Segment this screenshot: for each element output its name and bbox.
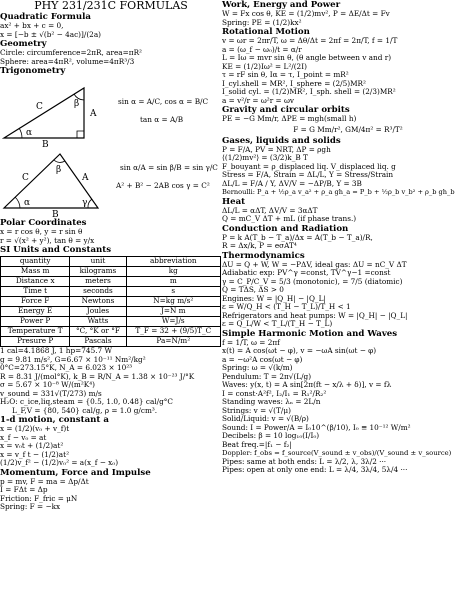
column-header: quantity [1, 257, 70, 267]
formula-line: r = √(x² + y²), tan θ = y/x [0, 236, 95, 245]
table-cell: m [126, 277, 220, 287]
section-quadratic [0, 12, 222, 39]
section-heading: Quadratic Formula [0, 12, 91, 22]
table-cell: Power P [1, 317, 70, 327]
constant-line: 1 cal=4.1868 J, 1 hp=745.7 W [0, 347, 112, 355]
table-cell: meters [70, 277, 126, 287]
constant-line: H₂O: c_ice,liq,steam = {0.5, 1.0, 0.48} cal/g°C [0, 398, 173, 406]
formula-line: Strings: v = √(T/μ) [222, 406, 291, 415]
section-heading: Simple Harmonic Motion and Waves [222, 328, 398, 339]
oblique-triangle-diagram [2, 148, 112, 218]
table-cell: Force F [1, 297, 70, 307]
side-label-b: B [52, 210, 59, 218]
table-cell: Pa=N/m² [126, 337, 220, 347]
right-column [222, 0, 474, 475]
formula-line: W = Fx cos θ, KE = (1/2)mv², P = ΔE/Δt = Fv [222, 10, 390, 18]
section-geometry [0, 39, 222, 66]
table-row [1, 277, 221, 287]
section-heading: Momentum, Force and Impulse [0, 467, 151, 478]
formula-line: Doppler: f_obs = f_source(V_sound ± v_obs)/(V_sound ± v_source) [222, 449, 452, 457]
formula-line: Bernoulli: P_a + ½ρ_a v_a² + ρ_a gh_a = P_b + ½ρ_b v_b² + ρ_b gh_b [222, 188, 455, 196]
oblique-triangle-figure [0, 148, 222, 218]
section-1d-motion [0, 415, 222, 468]
section-heat [222, 197, 474, 224]
formula-line: Engines: W = |Q_H| − |Q_L| [222, 294, 326, 303]
formula-line: Decibels: β = 10 log₁₀(I/I₀) [222, 432, 320, 440]
law-of-sines-eq: sin α/A = sin β/B = sin γ/C [120, 163, 218, 172]
section-trigonometry [0, 66, 222, 218]
law-of-cosines-eq: A² + B² − 2AB cos γ = C² [116, 181, 210, 190]
constant-line: σ = 5.67 × 10⁻⁸ W/(m²K⁴) [0, 381, 95, 389]
formula-line: ΔL/L = F/A / Y, ΔV/V = −ΔP/B, Y = 3B [222, 179, 362, 188]
formula-line: f = 1/T, ω = 2πf [222, 338, 280, 347]
formula-line: L = Iω = mvr sin θ, (θ angle between v and r) [222, 54, 392, 62]
table-cell: kg [126, 267, 220, 277]
table-row [1, 287, 221, 297]
angle-label-gamma: γ [82, 198, 88, 208]
formula-line: P = F/A, PV = NRT, ΔP = ρgh [222, 145, 331, 154]
formula-line: Sphere: area=4πR², volume=4πR³/3 [0, 57, 135, 66]
formula-line: x = (1/2)(v₀ + v_f)t [0, 425, 70, 433]
formula-line: KE = (1/2)Iω² = L²/(2I) [222, 62, 307, 71]
formula-line: Pendulum: T = 2π√(L/g) [222, 372, 312, 381]
formula-line: p = mv, F = ma = Δp/Δt [0, 477, 89, 486]
section-heading: Thermodynamics [222, 250, 305, 261]
table-cell: Mass m [1, 267, 70, 277]
formula-line: F = G Mm/r², GM/4π² = R³/T² [293, 124, 403, 134]
table-row [1, 297, 221, 307]
formula-line: Spring: PE = (1/2)kx² [222, 18, 302, 27]
section-heading: Trigonometry [0, 66, 66, 76]
section-momentum [0, 468, 222, 512]
formula-line: Friction: F_fric = μN [0, 494, 78, 503]
tan-ratio-eq: tan α = A/B [140, 115, 184, 124]
formula-line: a = v²/r = ω²r = ωv [222, 96, 295, 105]
formula-line: I_cyl.shell = MR², I_sphere = (2/5)MR² [222, 79, 366, 88]
formula-line: P = k A(T_b − T_a)/Δx = A(T_b − T_a)/R, [222, 233, 373, 242]
table-cell: Distance x [1, 277, 70, 287]
constant-line: g = 9.81 m/s², G=6.67 × 10⁻¹¹ Nm²/kg² [0, 355, 146, 364]
section-heading: Polar Coordinates [0, 218, 87, 228]
formula-line: Standing waves: λₙ = 2L/n [222, 398, 321, 406]
formula-line: a = (ω_f − ω₀)/t = α/r [222, 45, 302, 54]
formula-line: Beat freq.=|f₁ − f₂| [222, 440, 292, 449]
table-cell: seconds [70, 287, 126, 297]
table-cell: Newtons [70, 297, 126, 307]
formula-line: a = −ω²A cos(ωt − φ) [222, 355, 303, 364]
formula-line: ΔL/L = αΔT, ΔV/V = 3αΔT [222, 206, 318, 215]
formula-line: I = const·A²f², I₂/I₁ = R₁²/R₂² [222, 389, 327, 398]
section-heading: 1-d motion, constant a [0, 415, 109, 425]
formula-line: Adiabatic exp: PV^γ =const, TV^γ−1 =const [222, 269, 391, 277]
formula-line: Spring: F = −kx [0, 503, 61, 511]
side-label-a: A [82, 173, 89, 183]
formula-line: Spring: ω = √(k/m) [222, 364, 293, 372]
section-heading: Rotational Motion [222, 27, 310, 37]
table-cell: Pascals [70, 337, 126, 347]
formula-line: R = Δx/k, P = eσAT⁴ [222, 242, 297, 250]
trig-ratio-eq: sin α = A/C, cos α = B/C [118, 97, 209, 106]
formula-line: x = r cos θ, y = r sin θ [0, 228, 83, 236]
section-si-units [0, 245, 222, 347]
section-thermodynamics [222, 251, 474, 329]
formula-line: Q = mC_V ΔT + mL (if phase trans.) [222, 215, 357, 223]
section-heading: Geometry [0, 39, 47, 49]
formula-line: x = v₀t + (1/2)at² [0, 442, 64, 450]
formula-line: τ = rF sin θ, Iα = τ, I_point = mR² [222, 71, 349, 79]
section-heading: Work, Energy and Power [222, 0, 341, 10]
side-label-c: C [22, 173, 29, 183]
column-header: abbreviation [126, 257, 220, 267]
table-row [1, 307, 221, 317]
side-label-c: C [36, 102, 43, 112]
angle-label-beta: β [56, 165, 62, 175]
table-cell: Joules [70, 307, 126, 317]
formula-line: Solid/Liquid: v = √(B/ρ) [222, 415, 309, 423]
formula-line: PE = −G Mm/r, ΔPE = mgh(small h) [222, 115, 357, 123]
table-cell: °C, °K or °F [70, 327, 126, 337]
section-work-energy [222, 0, 474, 27]
formula-line: Sound: I = Power/A = I₀10^(β/10), I₀ ≡ 10⁻¹² W/m² [222, 423, 411, 432]
table-cell: J=N m [126, 307, 220, 317]
section-heading: Conduction and Radiation [222, 223, 349, 234]
section-heading: SI Units and Constants [0, 245, 112, 255]
formula-line: I = FΔt = Δp [0, 486, 48, 494]
constant-line: v_sound = 331√(T/273) m/s [0, 389, 102, 398]
formula-line: ⟨(1/2)mv²⟩ = (3/2)k_B T [222, 154, 308, 162]
formula-line: x_f − v₀ = at [0, 433, 47, 442]
table-cell: N=kg m/s² [126, 297, 220, 307]
table-cell: Energy E [1, 307, 70, 317]
table-header-row [1, 257, 221, 267]
side-label-a: A [90, 109, 97, 119]
section-polar [0, 218, 222, 245]
constant-line: L_F,V = {80, 540} cal/g, ρ = 1.0 g/cm³. [12, 406, 158, 415]
table-cell: W=J/s [126, 317, 220, 327]
table-cell: Temperature T [1, 327, 70, 337]
formula-line: x = [−b ± √(b² − 4ac)]/(2a) [0, 30, 102, 39]
section-constants [0, 347, 222, 415]
formula-line: ε = Q_L/W < T_L/(T_H − T_L) [222, 320, 333, 328]
formula-line: Q = TΔS, ΔS > 0 [222, 286, 284, 294]
formula-line: Waves: y(x, t) = A sin[2π(ft − x/λ + δ)], v = fλ [222, 381, 392, 389]
formula-line: F_bouyant = ρ_displaced liq. V_displaced liq. g [222, 162, 396, 171]
angle-label-alpha: α [24, 198, 31, 208]
table-cell: T_F = 32 + (9/5)T_C [126, 327, 220, 337]
formula-line: γ = C_P/C_V = 5/3 (monotonic), = 7/5 (diatomic) [222, 277, 403, 286]
constant-line: R = 8.31 J/(mol°K), k_B = R/N_A = 1.38 × 10⁻²³ J/°K [0, 372, 195, 381]
section-heading: Gravity and circular orbits [222, 105, 350, 115]
angle-label-alpha: α [26, 128, 33, 138]
right-triangle-figure [0, 76, 222, 148]
left-column [0, 0, 222, 512]
formula-line: ΔU = Q + W, W = −PΔV, ideal gas: ΔU = nC_V ΔT [222, 260, 407, 269]
formula-line: x = v_f t − (1/2)at² [0, 450, 69, 459]
formula-line: Pipes: open at only one end: L = λ/4, 3λ/4, 5λ/4 ··· [222, 466, 408, 474]
angle-label-beta: β [74, 99, 80, 109]
section-shm-waves [222, 329, 474, 475]
table-cell: Presure P [1, 337, 70, 347]
section-heading: Gases, liquids and solids [222, 135, 341, 146]
table-cell: Watts [70, 317, 126, 327]
section-rotational [222, 27, 474, 105]
formula-line: (1/2)v_f² − (1/2)v₀² = a(x_f − x₀) [0, 459, 119, 467]
formula-line: Refrigerators and heat pumps: W = |Q_H| − |Q_L| [222, 311, 408, 320]
formula-line: x(t) = A cos(ωt − φ), v = −ωA sin(ωt − φ) [222, 347, 377, 355]
section-gases-liquids-solids [222, 136, 474, 197]
table-cell: Time t [1, 287, 70, 297]
table-row [1, 327, 221, 337]
table-cell: s [126, 287, 220, 297]
section-heading: Heat [222, 196, 246, 207]
formula-line: Circle: circumference=2πR, area=πR² [0, 49, 142, 57]
formula-line: I_solid cyl. = (1/2)MR², I_sph. shell = (2/3)MR² [222, 88, 396, 96]
section-gravity [222, 105, 474, 136]
formula-line: ε = W/Q_H < (T_H − T_L)/T_H < 1 [222, 303, 351, 311]
formula-line: Stress = F/A, Strain = ΔL/L, Y = Stress/Strain [222, 171, 394, 179]
formula-line: Pipes: same at both ends: L = λ/2, λ, 3λ/2 ··· [222, 457, 387, 466]
right-triangle-diagram [2, 76, 112, 148]
column-header: unit [70, 257, 126, 267]
table-row [1, 317, 221, 327]
constant-line: 0°C=273.15°K, N_A = 6.023 × 10²³ [0, 364, 133, 372]
si-units-table [0, 256, 221, 347]
formula-line: v = ωr = 2πr/T, ω = Δθ/Δt = 2πf = 2π/T, f = 1/T [222, 37, 398, 45]
formula-line: ax² + bx + c = 0, [0, 22, 64, 30]
page-title: PHY 231/231C FORMULAS [34, 0, 188, 12]
side-label-b: B [42, 140, 49, 148]
section-conduction-radiation [222, 224, 474, 251]
table-row [1, 267, 221, 277]
table-cell: kilograms [70, 267, 126, 277]
table-row [1, 337, 221, 347]
